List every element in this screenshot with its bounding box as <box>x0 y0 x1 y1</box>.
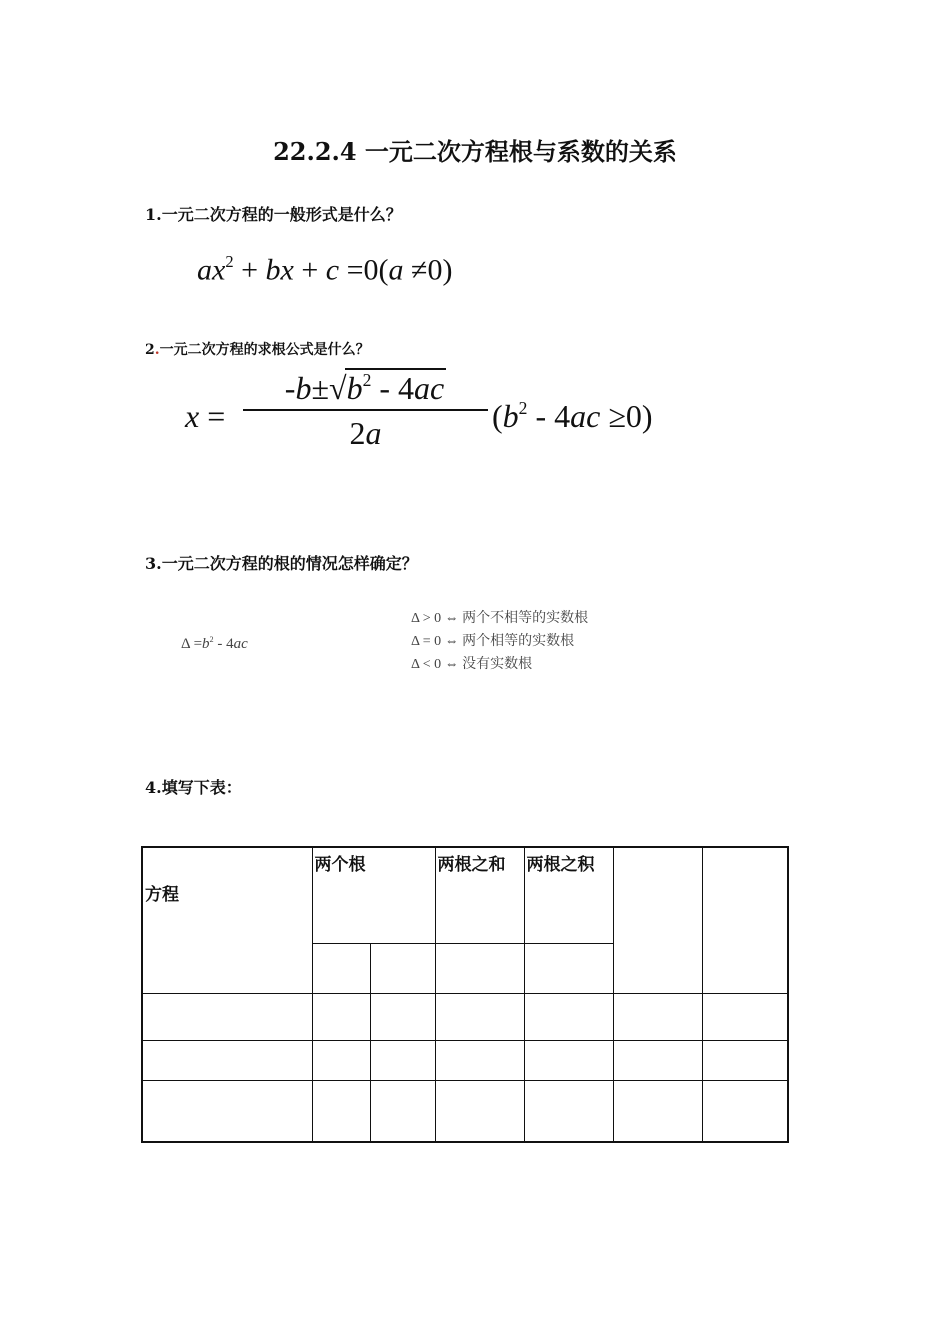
subheader-sum[interactable] <box>435 943 524 993</box>
fraction-bar <box>243 409 488 411</box>
table-cell[interactable] <box>312 1081 370 1142</box>
subheader-root-1[interactable] <box>312 943 370 993</box>
table-cell[interactable] <box>613 1041 702 1081</box>
formula-plus-1: + <box>241 253 258 287</box>
delta-lhs: Δ = <box>181 636 203 653</box>
quadratic-formula-lhs <box>185 398 225 435</box>
table-cell[interactable] <box>702 993 788 1040</box>
question-3: 3.一元二次方程的根的情况怎样确定？ <box>145 554 418 573</box>
formula-eq: =0( <box>346 253 389 287</box>
table-cell[interactable] <box>370 1081 435 1142</box>
formula-exp: 2 <box>225 252 234 271</box>
radicand-ac: ac <box>414 370 445 407</box>
case-positive: Δ > 0 ⇔ 两个不相等的实数根 <box>411 611 589 626</box>
table-cell[interactable] <box>613 993 702 1040</box>
table-cell[interactable] <box>312 1041 370 1081</box>
cond-ac: ac <box>570 398 601 435</box>
table-cell[interactable] <box>613 1081 702 1142</box>
table-cell[interactable] <box>312 993 370 1040</box>
header-blank-1 <box>613 847 702 993</box>
question-2 <box>145 339 370 359</box>
den-a: a <box>365 415 382 452</box>
case-negative: Δ < 0 ⇔ 没有实数根 <box>411 657 533 672</box>
cond-b: b <box>502 398 519 435</box>
header-blank-2 <box>702 847 788 993</box>
formula-equals: = <box>207 398 226 434</box>
radicand-b: b <box>346 370 363 407</box>
question-1: 1.一元二次方程的一般形式是什么？ <box>145 205 402 224</box>
question-2-dot: . <box>154 342 160 358</box>
table-cell[interactable] <box>435 993 524 1040</box>
discriminant-condition <box>492 398 653 435</box>
table-cell[interactable] <box>435 1081 524 1142</box>
formula-x: x <box>185 398 200 434</box>
formula-c: c <box>325 253 340 287</box>
num-b: b <box>295 370 312 407</box>
formula-neq: ≠0) <box>411 253 453 287</box>
table-cell[interactable] <box>524 993 613 1040</box>
radicand <box>345 368 447 407</box>
delta-mid: - 4 <box>213 636 234 653</box>
formula-plus-2: + <box>301 253 319 287</box>
question-2-number: 2 <box>145 342 155 358</box>
root-cases <box>411 607 588 676</box>
den-2: 2 <box>349 415 366 452</box>
case-zero: Δ = 0 ⇔ 两个相等的实数根 <box>411 634 575 649</box>
formula-bx: bx <box>265 253 294 287</box>
table-cell[interactable] <box>524 1041 613 1081</box>
num-pm-sqrt: ±√ <box>311 370 347 407</box>
radicand-exp: 2 <box>362 370 372 390</box>
delta-b: b <box>202 636 210 653</box>
formula-ax: ax <box>197 253 226 287</box>
subheader-root-2[interactable] <box>370 943 435 993</box>
table-cell[interactable] <box>435 1041 524 1081</box>
general-form-formula <box>197 252 452 287</box>
table-cell[interactable] <box>370 993 435 1040</box>
cond-mid: - 4 <box>527 398 571 435</box>
table-cell[interactable] <box>702 1041 788 1081</box>
cond-open: ( <box>492 398 503 435</box>
radicand-minus: - 4 <box>371 370 415 407</box>
fill-in-table <box>141 846 789 1143</box>
subheader-product[interactable] <box>524 943 613 993</box>
table-cell[interactable] <box>142 993 312 1040</box>
question-4: 4.填写下表： <box>145 778 242 797</box>
header-equation <box>142 847 312 993</box>
header-equation-label: 方程 <box>145 885 179 906</box>
question-2-text: 一元二次方程的求根公式是什么？ <box>159 342 370 358</box>
page-title: 22.2.4 一元二次方程根与系数的关系 <box>273 137 677 166</box>
num-minus: - <box>284 370 296 407</box>
fraction-numerator <box>243 368 488 407</box>
quadratic-formula-fraction <box>243 368 488 452</box>
discriminant-definition <box>181 635 248 653</box>
formula-a: a <box>388 253 404 287</box>
table-cell[interactable] <box>702 1081 788 1142</box>
delta-exp: 2 <box>209 635 214 644</box>
table-cell[interactable] <box>524 1081 613 1142</box>
fraction-denominator <box>243 415 488 452</box>
table-cell[interactable] <box>370 1041 435 1081</box>
table-cell[interactable] <box>142 1081 312 1142</box>
delta-ac: ac <box>233 636 248 653</box>
header-product: 两根之积 <box>524 847 613 943</box>
header-sum: 两根之和 <box>435 847 524 943</box>
table-cell[interactable] <box>142 1041 312 1081</box>
cond-tail: ≥0) <box>600 398 653 435</box>
header-roots: 两个根 <box>312 847 435 943</box>
cond-exp: 2 <box>518 398 528 418</box>
